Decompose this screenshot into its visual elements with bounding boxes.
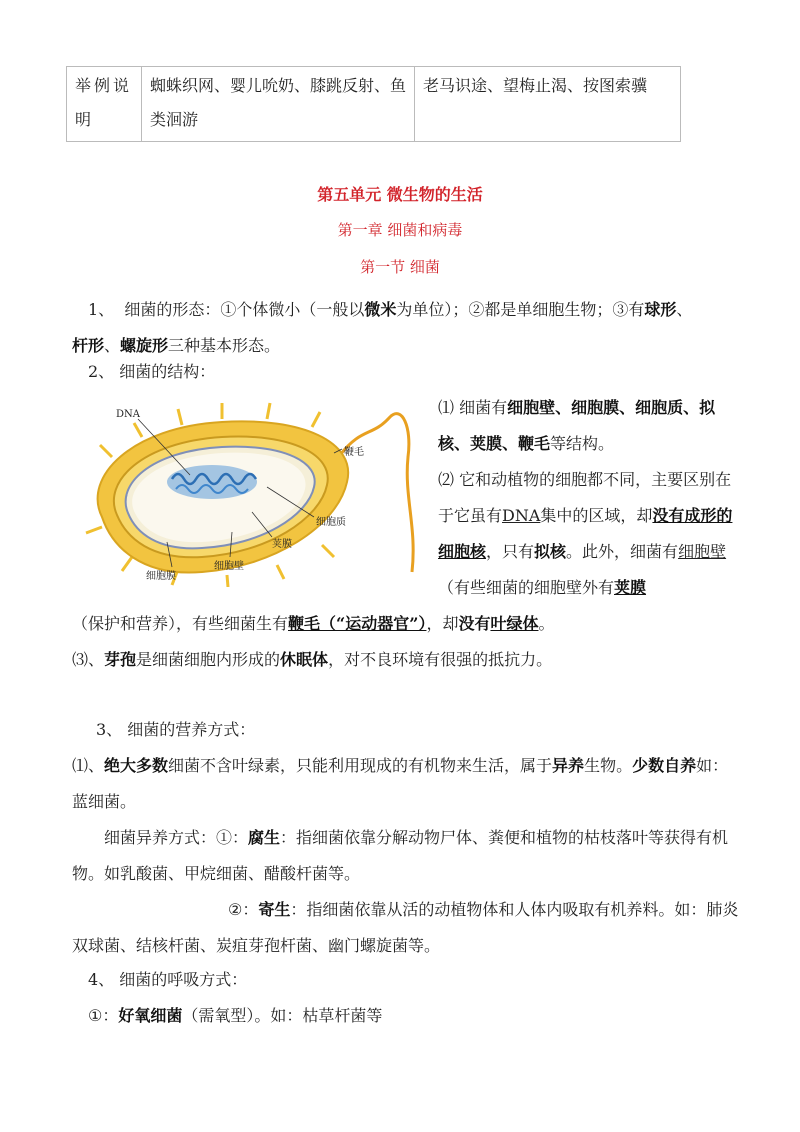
structure-point-2: ⑵ 它和动植物的细胞都不同，主要区别在于它虽有DNA集中的区域，却没有成形的细胞核，只有拟核。此外，细菌有细胞壁（有些细菌的细胞壁外有荚膜 [438,470,733,597]
paragraph-shape: 1、 细菌的形态：①个体微小（一般以微米为单位）；②都是单细胞生物；③有球形、 [88,300,693,319]
nutrition-saprophytic: 细菌异养方式：①：腐生：指细菌依靠分解动物尸体、粪便和植物的枯枝落叶等获得有机物。如乳酸菌、甲烷细菌、醋酸杆菌等。 [72,828,729,883]
bacteria-diagram-svg [72,397,429,587]
respiration-point-1: ①：好氧细菌（需氧型）。如：枯草杆菌等 [88,1006,383,1025]
label-cytoplasm: 细胞质 [316,517,346,528]
label-dna: DNA [116,409,140,420]
table-cell-learned-examples: 老马识途、望梅止渴、按图索骥 [415,67,681,142]
label-cell-wall: 细胞壁 [214,561,244,572]
bacteria-diagram [72,397,429,587]
label-flagellum: 鞭毛 [344,447,364,458]
structure-point-3: ⑶、芽孢是细菌细胞内形成的休眠体，对不良环境有很强的抵抗力。 [72,650,553,669]
dna-shape [167,465,257,499]
chapter-title: 第一章 细菌和病毒 [337,221,463,239]
behavior-example-table [66,66,681,142]
unit-title: 第五单元 微生物的生活 [317,185,483,204]
table-cell-innate-examples: 蜘蛛织网、婴儿吮奶、膝跳反射、鱼类洄游 [142,67,415,142]
paragraph-nutrition-heading: 3、 细菌的营养方式： [96,720,256,739]
paragraph-structure-heading: 2、 细菌的结构： [88,362,216,381]
nutrition-parasitic: ②：寄生：指细菌依靠从活的动植物体和人体内吸取有机养料。如：肺炎双球菌、结核杆菌、炭疽芽孢杆菌、幽门螺旋菌等。 [72,900,739,955]
structure-point-2-cont: （保护和营养），有些细菌生有鞭毛（“运动器官”），却没有叶绿体。 [72,614,555,633]
table-cell-label: 举例说明 [67,67,142,142]
label-capsule: 荚膜 [272,539,292,550]
nutrition-point-1: ⑴、绝大多数细菌不含叶绿素，只能利用现成的有机物来生活，属于异养生物。少数自养如：蓝细菌。 [72,756,729,811]
table-row [67,67,681,142]
section-title: 第一节 细菌 [360,258,440,276]
paragraph-respiration-heading: 4、 细菌的呼吸方式： [88,970,248,989]
structure-point-1: ⑴ 细菌有细胞壁、细胞膜、细胞质、拟核、荚膜、鞭毛等结构。 [438,398,716,453]
paragraph-shape-cont: 杆形、螺旋形三种基本形态。 [72,336,281,355]
label-cell-membrane: 细胞膜 [146,571,176,582]
